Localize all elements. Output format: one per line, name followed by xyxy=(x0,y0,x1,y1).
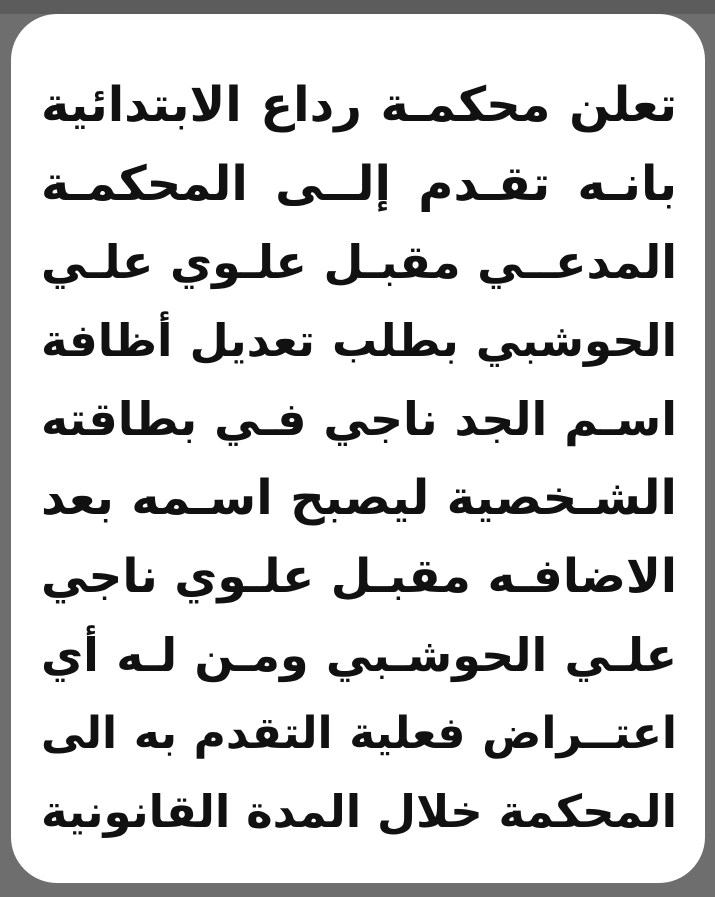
notice-line-9: اعتــراض فعلية التقدم به الى xyxy=(41,707,677,759)
notice-line-10: المحكمة خلال المدة القانونية xyxy=(41,785,677,839)
frame-border xyxy=(0,0,715,14)
notice-line-5: اسـم الجد ناجي فـي بطاقته xyxy=(41,392,677,447)
notice-line-8: علـي الحوشـبي ومـن لـه أي xyxy=(41,628,677,683)
notice-line-6: الشـخصية ليصبح اسـمه بعد xyxy=(41,469,677,526)
notice-card xyxy=(11,14,705,883)
notice-line-4: الحوشبي بطلب تعديل أظافة xyxy=(41,313,677,367)
notice-line-2: بانـه تقـدم إلــى المحكمـة xyxy=(41,155,677,212)
notice-text xyxy=(41,66,677,852)
notice-line-1: تعلن محكمـة رداع الابتدائية xyxy=(41,77,677,133)
notice-line-7: الاضافـه مقبـل علـوي ناجي xyxy=(41,548,677,604)
notice-line-3: المدعــي مقبـل علـوي علـي xyxy=(41,235,677,290)
